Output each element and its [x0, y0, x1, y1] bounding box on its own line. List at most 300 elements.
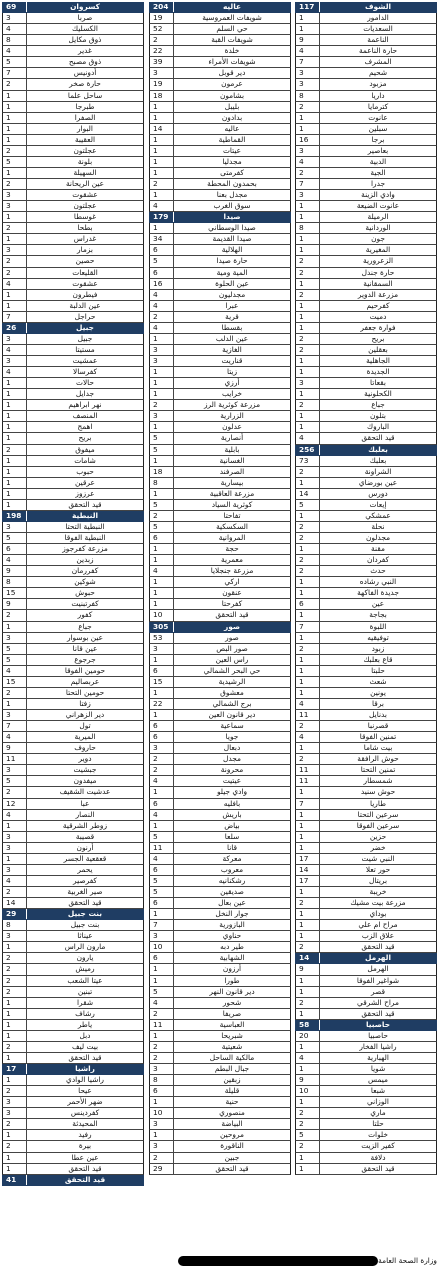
location-cell: بنت جبيل	[67, 909, 103, 919]
location-cell: زبقين	[223, 1075, 241, 1085]
count-cell: 5	[150, 887, 174, 897]
count-cell: 1	[150, 157, 174, 167]
location-cell: عبرا	[225, 300, 239, 310]
count-cell: 1	[296, 887, 320, 897]
location-cell: غوسطا	[73, 212, 97, 222]
location-cell: قليلة	[224, 1086, 240, 1096]
count-cell: 1	[3, 1031, 27, 1041]
table-row	[2, 799, 144, 810]
table-row	[2, 1031, 144, 1042]
table-column-aley	[149, 2, 291, 1175]
table-row	[295, 787, 437, 798]
count-cell: 2	[3, 1141, 27, 1151]
count-cell: 1	[296, 1042, 320, 1052]
table-row	[149, 577, 291, 588]
table-row	[295, 378, 437, 389]
count-cell: 7	[296, 179, 320, 189]
table-row	[2, 400, 144, 411]
table-row	[2, 1086, 144, 1097]
count-cell: 8	[296, 223, 320, 233]
table-row	[149, 776, 291, 787]
count-cell: 2	[3, 688, 27, 698]
location-cell: طبرجا	[75, 101, 95, 111]
table-row	[2, 655, 144, 666]
location-cell: القليعات	[72, 267, 98, 277]
table-row	[295, 1119, 437, 1130]
count-cell: 3	[150, 931, 174, 941]
count-cell: 2	[150, 754, 174, 764]
location-cell: ميفوق	[75, 444, 95, 454]
location-cell: الدبية	[369, 156, 387, 166]
location-cell: شحور	[222, 997, 242, 1007]
count-cell: 17	[296, 854, 320, 864]
table-row	[2, 721, 144, 732]
table-row	[149, 91, 291, 102]
table-row	[2, 1130, 144, 1141]
table-row	[149, 610, 291, 621]
table-row	[295, 367, 437, 378]
count-cell: 4	[3, 24, 27, 34]
location-cell: بدنايل	[369, 710, 387, 719]
location-cell: جديدة الفاكهة	[357, 588, 399, 598]
count-cell: 8	[3, 920, 27, 930]
location-cell: اهمج	[77, 422, 93, 432]
location-cell: دير الزهراني	[65, 710, 105, 719]
table-row	[2, 633, 144, 644]
count-cell: 15	[150, 677, 174, 687]
location-cell: مزرعة كوثرية الرز	[203, 400, 261, 410]
location-cell: مالكية الساحل	[209, 1052, 255, 1062]
table-row	[149, 433, 291, 444]
count-cell: 8	[150, 1075, 174, 1085]
count-cell: 5	[150, 500, 174, 510]
table-row	[149, 102, 291, 113]
table-row	[149, 1097, 291, 1108]
location-cell: مجدليون	[218, 289, 246, 299]
count-cell: 34	[150, 234, 174, 244]
count-cell: 2	[296, 533, 320, 543]
location-cell: بلونة	[77, 156, 93, 166]
location-cell: مقنة	[371, 544, 385, 554]
count-cell: 204	[150, 2, 174, 12]
count-cell: 41	[3, 1175, 27, 1185]
location-cell: الميرية	[74, 732, 96, 742]
location-cell: مزرعة العاقبية	[209, 488, 255, 498]
table-row	[149, 987, 291, 998]
table-row	[295, 810, 437, 821]
location-cell: صور	[225, 632, 239, 642]
count-cell: 22	[150, 46, 174, 56]
location-cell: عيتات	[222, 145, 242, 155]
count-cell: 4	[150, 290, 174, 300]
section-header-row	[2, 1175, 144, 1186]
count-cell: 1	[296, 312, 320, 322]
count-cell: 1	[150, 1130, 174, 1140]
count-cell: 2	[150, 765, 174, 775]
count-cell: 3	[296, 79, 320, 89]
location-cell: شعيتية	[221, 1041, 243, 1051]
location-cell: قيد التحقق	[215, 610, 249, 620]
location-cell: ميفدون	[73, 776, 97, 786]
count-cell: 4	[296, 46, 320, 56]
count-cell: 16	[150, 279, 174, 289]
count-cell: 1	[296, 843, 320, 853]
location-cell: عنقون	[222, 588, 242, 598]
table-row	[295, 544, 437, 555]
location-cell: الجديدة	[366, 367, 390, 377]
table-row	[149, 245, 291, 256]
count-cell: 1	[296, 212, 320, 222]
count-cell: 2	[296, 467, 320, 477]
table-row	[295, 212, 437, 223]
table-row	[149, 876, 291, 887]
table-row	[295, 743, 437, 754]
location-cell: المحيدثة	[72, 1119, 98, 1129]
table-row	[149, 312, 291, 323]
table-row	[149, 113, 291, 124]
location-cell: معركة	[222, 853, 242, 863]
count-cell: 2	[296, 898, 320, 908]
table-row	[149, 1108, 291, 1119]
table-row	[2, 102, 144, 113]
count-cell: 4	[3, 810, 27, 820]
table-row	[2, 787, 144, 798]
count-cell: 1	[296, 577, 320, 587]
location-cell: الرميلة	[367, 212, 389, 222]
location-cell: الناقورة	[220, 1141, 244, 1151]
location-cell: كفررمان	[71, 566, 99, 576]
location-cell: بنت جبيل	[70, 920, 100, 930]
count-cell: 4	[296, 699, 320, 709]
table-row	[295, 79, 437, 90]
count-cell: 9	[3, 599, 27, 609]
table-row	[295, 1108, 437, 1119]
count-cell: 10	[296, 1086, 320, 1096]
location-cell: عين بعال	[218, 898, 246, 908]
table-row	[149, 35, 291, 46]
count-cell: 2	[3, 223, 27, 233]
count-cell: 1	[3, 411, 27, 421]
table-row	[295, 500, 437, 511]
table-row	[2, 367, 144, 378]
table-row	[2, 998, 144, 1009]
count-cell: 8	[3, 577, 27, 587]
location-cell: باريش	[222, 809, 242, 819]
table-row	[2, 765, 144, 776]
table-row	[149, 1141, 291, 1152]
location-cell: حارة جندل	[361, 267, 395, 277]
location-cell: الزرارية	[220, 411, 244, 421]
table-row	[295, 754, 437, 765]
table-row	[2, 456, 144, 467]
table-row	[295, 942, 437, 953]
count-cell: 1	[3, 622, 27, 632]
table-row	[149, 234, 291, 245]
location-cell: شعث	[369, 676, 387, 686]
count-cell: 3	[3, 710, 27, 720]
table-row	[149, 920, 291, 931]
count-cell: 2	[3, 787, 27, 797]
table-row	[149, 268, 291, 279]
table-row	[149, 688, 291, 699]
count-cell: 8	[296, 91, 320, 101]
table-row	[295, 201, 437, 212]
table-row	[149, 135, 291, 146]
location-cell: حي البحر الشمالي	[203, 665, 261, 675]
count-cell: 4	[3, 732, 27, 742]
location-cell: النصار	[75, 809, 95, 819]
count-cell: 1	[150, 909, 174, 919]
location-cell: دورس	[368, 488, 388, 498]
count-cell: 5	[150, 987, 174, 997]
location-cell: حارة الناعمة	[358, 46, 398, 56]
count-cell: 1	[150, 146, 174, 156]
location-cell: شويفات العمروسية	[202, 13, 262, 23]
location-cell: حاروف	[74, 743, 96, 753]
table-row	[149, 57, 291, 68]
location-cell: البازورية	[219, 920, 245, 930]
table-row	[295, 179, 437, 190]
count-cell: 5	[3, 776, 27, 786]
location-cell: حزين	[369, 831, 387, 841]
count-cell: 1	[296, 234, 320, 244]
count-cell: 3	[296, 190, 320, 200]
count-cell: 1	[296, 931, 320, 941]
location-cell: البياضة	[221, 1119, 243, 1129]
location-cell: كوثرية السياد	[211, 499, 253, 509]
table-row	[2, 1119, 144, 1130]
count-cell: 9	[296, 1075, 320, 1085]
table-row	[295, 1075, 437, 1086]
location-cell: مروحين	[219, 1130, 245, 1140]
count-cell: 7	[150, 920, 174, 930]
table-row	[295, 489, 437, 500]
location-cell: راشيا الوادي	[66, 1075, 104, 1085]
count-cell: 2	[3, 268, 27, 278]
count-cell: 9	[296, 35, 320, 45]
location-cell: وادي الزينة	[361, 190, 395, 200]
location-cell: أدونيس	[73, 68, 97, 78]
table-row	[2, 467, 144, 478]
count-cell: 1	[296, 1164, 320, 1174]
count-cell: 14	[296, 489, 320, 499]
count-cell: 1	[150, 976, 174, 986]
table-row	[2, 411, 144, 422]
count-cell: 8	[150, 478, 174, 488]
count-cell: 1	[3, 422, 27, 432]
count-cell: 1	[296, 323, 320, 333]
count-cell: 1	[3, 854, 27, 864]
location-cell: جوار النخل	[215, 909, 249, 919]
table-row	[149, 931, 291, 942]
count-cell: 3	[3, 245, 27, 255]
table-row	[295, 776, 437, 787]
location-cell: يونين	[370, 687, 386, 697]
location-cell: محرونة	[220, 765, 244, 775]
table-row	[2, 699, 144, 710]
table-row	[2, 865, 144, 876]
table-row	[295, 821, 437, 832]
location-cell: برجا	[371, 134, 385, 144]
count-cell: 6	[150, 1086, 174, 1096]
location-cell: بدادون	[221, 112, 243, 122]
count-cell: 5	[150, 832, 174, 842]
location-cell: بليبل	[224, 101, 240, 111]
count-cell: 2	[296, 400, 320, 410]
location-cell: دبل	[79, 1030, 91, 1040]
count-cell: 2	[3, 887, 27, 897]
count-cell: 7	[296, 57, 320, 67]
count-cell: 1	[3, 500, 27, 510]
location-cell: فيطرون	[72, 289, 98, 299]
count-cell: 4	[296, 732, 320, 742]
count-cell: 1	[150, 190, 174, 200]
table-row	[2, 1153, 144, 1164]
location-cell: اللبوة	[369, 621, 387, 631]
location-cell: عيتا الشعب	[67, 975, 103, 985]
location-cell: عربصاليم	[70, 676, 100, 686]
location-cell: دوير	[78, 754, 92, 764]
location-cell: حلبتا	[371, 665, 385, 675]
table-row	[295, 245, 437, 256]
location-cell: سلعا	[224, 831, 240, 841]
location-cell: تول	[79, 721, 91, 731]
count-cell: 5	[3, 655, 27, 665]
table-row	[295, 256, 437, 267]
count-cell: 3	[3, 633, 27, 643]
location-cell: صيدا	[223, 212, 241, 222]
table-row	[2, 743, 144, 754]
table-row	[149, 633, 291, 644]
location-cell: سبلين	[368, 123, 388, 133]
table-row	[295, 699, 437, 710]
table-row	[295, 622, 437, 633]
location-cell: قيد التحقق	[68, 499, 102, 509]
section-header-row	[2, 323, 144, 334]
count-cell: 2	[3, 1086, 27, 1096]
count-cell: 2	[296, 754, 320, 764]
location-cell: حوش الرافقة	[357, 754, 399, 764]
table-row	[149, 334, 291, 345]
count-cell: 19	[150, 13, 174, 23]
count-cell: 29	[3, 909, 27, 919]
count-cell: 2	[296, 256, 320, 266]
location-cell: المشرف	[364, 57, 392, 67]
count-cell: 1	[296, 389, 320, 399]
count-cell: 1	[296, 1064, 320, 1074]
table-row	[295, 24, 437, 35]
count-cell: 6	[150, 799, 174, 809]
location-cell: عرزوز	[75, 488, 95, 498]
location-cell: العقيبة	[74, 134, 96, 144]
location-cell: جدرا	[370, 179, 386, 188]
table-row	[149, 201, 291, 212]
table-row	[2, 422, 144, 433]
location-cell: بريح	[371, 333, 385, 343]
table-row	[149, 710, 291, 721]
location-cell: كفردان	[366, 555, 390, 565]
location-cell: بوداي	[369, 909, 387, 919]
table-row	[149, 666, 291, 677]
count-cell: 2	[3, 1119, 27, 1129]
table-row	[149, 821, 291, 832]
table-row	[2, 1075, 144, 1086]
count-cell: 8	[3, 35, 27, 45]
location-cell: نحلة	[371, 521, 385, 531]
table-row	[295, 865, 437, 876]
location-cell: جبيل	[77, 333, 93, 343]
location-cell: قرية	[225, 311, 239, 321]
count-cell: 5	[296, 1130, 320, 1140]
table-row	[295, 710, 437, 721]
count-cell: 2	[296, 566, 320, 576]
table-row	[2, 345, 144, 356]
count-cell: 17	[296, 876, 320, 886]
table-row	[149, 1130, 291, 1141]
count-cell: 4	[150, 810, 174, 820]
count-cell: 1	[3, 1009, 27, 1019]
location-cell: قناريت	[221, 356, 243, 365]
location-cell: بعلبك	[369, 455, 387, 465]
location-cell: الباروك	[366, 422, 390, 432]
location-cell: ساحل علما	[67, 90, 103, 100]
count-cell: 1	[296, 478, 320, 488]
count-cell: 10	[150, 610, 174, 620]
count-cell: 58	[296, 1020, 320, 1030]
location-cell: كسروان	[70, 2, 100, 11]
table-row	[295, 13, 437, 24]
count-cell: 4	[296, 1053, 320, 1063]
location-cell: حارة صخر	[69, 79, 101, 89]
table-row	[295, 909, 437, 920]
location-cell: أرزي	[224, 378, 240, 388]
table-row	[149, 411, 291, 422]
count-cell: 1	[3, 1020, 27, 1030]
table-column-chouf	[295, 2, 437, 1175]
count-cell: 179	[150, 212, 174, 222]
count-cell: 2	[150, 511, 174, 521]
count-cell: 1	[3, 234, 27, 244]
location-cell: الزعرورية	[362, 256, 394, 266]
table-row	[295, 644, 437, 655]
table-row	[2, 821, 144, 832]
count-cell: 3	[296, 146, 320, 156]
location-cell: شويا	[370, 1064, 386, 1073]
table-row	[149, 865, 291, 876]
location-cell: بعلبك	[368, 444, 388, 454]
count-cell: 2	[150, 1153, 174, 1163]
location-cell: الوردانية	[365, 223, 391, 233]
location-cell: النبي رشاده	[359, 577, 397, 587]
count-cell: 1	[150, 113, 174, 123]
count-cell: 11	[150, 1020, 174, 1030]
location-cell: جويا	[225, 732, 239, 742]
footer-source: وزارة الصحة العامة	[378, 1256, 437, 1265]
table-row	[2, 290, 144, 301]
table-row	[149, 190, 291, 201]
table-row	[2, 898, 144, 909]
location-cell: راشيا	[75, 1064, 95, 1073]
table-row	[2, 577, 144, 588]
table-row	[149, 456, 291, 467]
location-cell: مجدل	[223, 754, 241, 764]
count-cell: 5	[296, 500, 320, 510]
count-cell: 14	[150, 124, 174, 134]
count-cell: 53	[150, 633, 174, 643]
table-row	[149, 721, 291, 732]
count-cell: 1	[150, 577, 174, 587]
location-cell: عين قانا	[72, 643, 98, 653]
